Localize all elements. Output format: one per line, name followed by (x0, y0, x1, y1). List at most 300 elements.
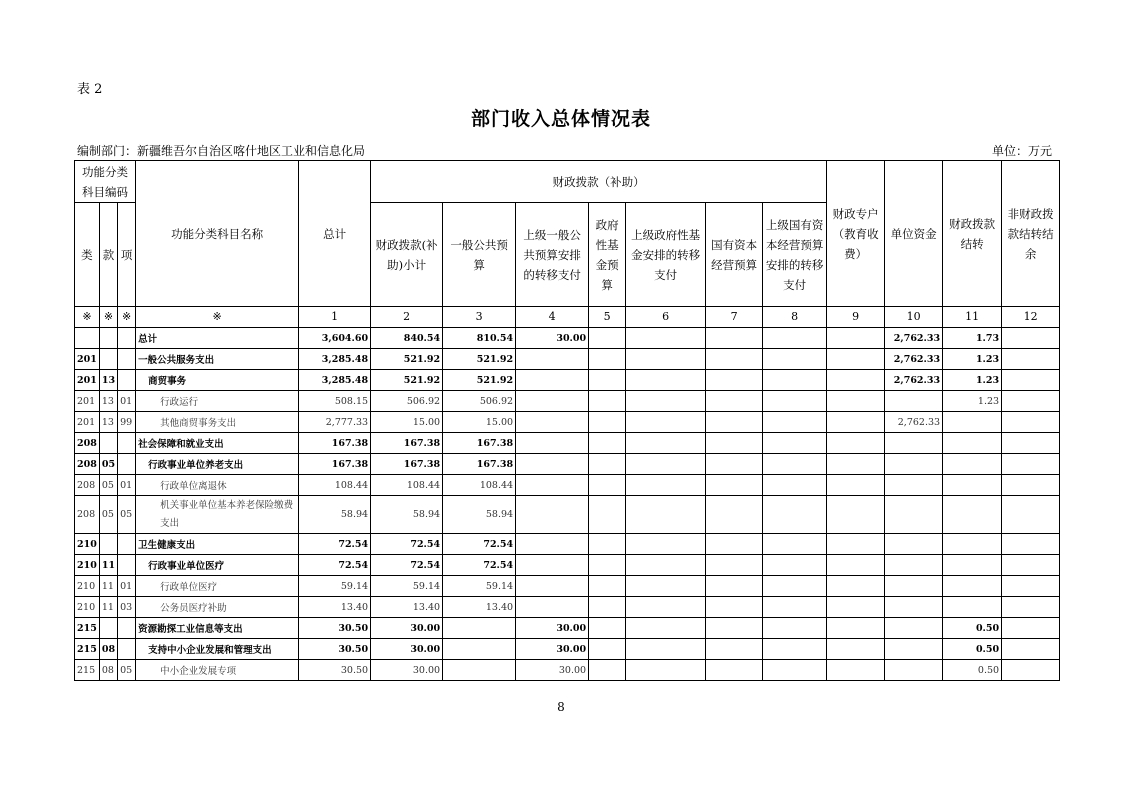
mark-cell: ※ (136, 307, 299, 328)
value-cell (516, 454, 589, 475)
department-label: 编制部门：新疆维吾尔自治区喀什地区工业和信息化局 (77, 144, 366, 158)
value-cell (516, 597, 589, 618)
value-cell (706, 496, 763, 534)
code-lei: 215 (75, 660, 100, 681)
value-cell (885, 433, 943, 454)
code-xiang: 05 (118, 496, 136, 534)
value-cell (626, 412, 706, 433)
subject-name: 机关事业单位基本养老保险缴费支出 (136, 496, 299, 534)
value-cell (763, 618, 827, 639)
value-cell (1002, 576, 1060, 597)
value-cell (516, 555, 589, 576)
subject-name: 其他商贸事务支出 (136, 412, 299, 433)
value-cell: 2,762.33 (885, 349, 943, 370)
value-cell: 59.14 (299, 576, 371, 597)
value-cell (626, 328, 706, 349)
value-cell (1002, 555, 1060, 576)
value-cell: 3,285.48 (299, 370, 371, 391)
value-cell: 30.00 (516, 618, 589, 639)
value-cell (1002, 475, 1060, 496)
value-cell (516, 412, 589, 433)
value-cell: 13.40 (299, 597, 371, 618)
value-cell (885, 555, 943, 576)
header-xiang: 项 (118, 203, 136, 307)
code-kuan: 11 (99, 576, 117, 597)
table-row (75, 496, 1060, 534)
value-cell (626, 534, 706, 555)
mark-cell: ※ (118, 307, 136, 328)
code-kuan: 08 (99, 639, 117, 660)
value-cell (885, 496, 943, 534)
value-cell (626, 349, 706, 370)
value-cell (827, 534, 885, 555)
value-cell: 72.54 (371, 534, 443, 555)
value-cell: 521.92 (443, 349, 516, 370)
value-cell: 13.40 (443, 597, 516, 618)
value-cell (885, 660, 943, 681)
value-cell (763, 349, 827, 370)
value-cell: 0.50 (943, 660, 1002, 681)
code-lei: 201 (75, 391, 100, 412)
value-cell (763, 328, 827, 349)
value-cell (827, 349, 885, 370)
value-cell (626, 433, 706, 454)
header-total: 总计 (299, 161, 371, 307)
value-cell (763, 391, 827, 412)
subject-name: 公务员医疗补助 (136, 597, 299, 618)
code-xiang (118, 618, 136, 639)
value-cell (626, 597, 706, 618)
code-xiang: 01 (118, 576, 136, 597)
value-cell (885, 639, 943, 660)
value-cell (706, 433, 763, 454)
value-cell: 15.00 (443, 412, 516, 433)
value-cell (943, 534, 1002, 555)
value-cell (1002, 433, 1060, 454)
col-number: 5 (589, 307, 626, 328)
code-xiang (118, 349, 136, 370)
value-cell (1002, 391, 1060, 412)
value-cell: 72.54 (299, 555, 371, 576)
value-cell (626, 639, 706, 660)
code-xiang (118, 328, 136, 349)
value-cell (589, 639, 626, 660)
value-cell: 30.50 (299, 660, 371, 681)
value-cell (589, 597, 626, 618)
table-row (75, 370, 1060, 391)
subject-name: 行政单位医疗 (136, 576, 299, 597)
value-cell (626, 475, 706, 496)
value-cell (589, 370, 626, 391)
value-cell (706, 534, 763, 555)
value-cell (827, 475, 885, 496)
table-row (75, 349, 1060, 370)
value-cell (589, 328, 626, 349)
value-cell (626, 391, 706, 412)
value-cell (1002, 660, 1060, 681)
value-cell (885, 576, 943, 597)
header-fiscal-group: 财政拨款（补助） (371, 161, 827, 203)
value-cell: 508.15 (299, 391, 371, 412)
table-tag: 表 2 (77, 82, 103, 97)
code-lei: 201 (75, 370, 100, 391)
value-cell (1002, 534, 1060, 555)
value-cell: 2,762.33 (885, 412, 943, 433)
code-kuan (99, 534, 117, 555)
value-cell (943, 576, 1002, 597)
code-lei: 210 (75, 555, 100, 576)
value-cell (827, 597, 885, 618)
value-cell (626, 576, 706, 597)
value-cell (943, 496, 1002, 534)
value-cell (516, 496, 589, 534)
value-cell: 15.00 (371, 412, 443, 433)
value-cell: 58.94 (443, 496, 516, 534)
value-cell (1002, 454, 1060, 475)
value-cell: 167.38 (299, 433, 371, 454)
value-cell (827, 370, 885, 391)
value-cell (589, 576, 626, 597)
code-kuan: 13 (99, 412, 117, 433)
table-row (75, 618, 1060, 639)
value-cell (516, 349, 589, 370)
value-cell: 108.44 (299, 475, 371, 496)
value-cell: 0.50 (943, 639, 1002, 660)
table-row (75, 639, 1060, 660)
code-kuan: 08 (99, 660, 117, 681)
value-cell: 72.54 (443, 534, 516, 555)
value-cell: 30.00 (516, 328, 589, 349)
code-lei: 208 (75, 496, 100, 534)
value-cell (885, 534, 943, 555)
value-cell (763, 555, 827, 576)
value-cell (827, 328, 885, 349)
code-kuan: 11 (99, 555, 117, 576)
header-fiscal-subtotal: 财政拨款(补助)小计 (371, 203, 443, 307)
subject-name: 商贸事务 (136, 370, 299, 391)
value-cell: 13.40 (371, 597, 443, 618)
value-cell (763, 475, 827, 496)
value-cell (943, 475, 1002, 496)
value-cell: 59.14 (371, 576, 443, 597)
value-cell: 30.00 (371, 618, 443, 639)
code-kuan: 13 (99, 370, 117, 391)
col-number: 12 (1002, 307, 1060, 328)
code-xiang (118, 639, 136, 660)
header-gov-fund: 政府性基金预算 (589, 203, 626, 307)
value-cell (626, 496, 706, 534)
code-lei: 201 (75, 349, 100, 370)
value-cell: 1.23 (943, 391, 1002, 412)
value-cell (443, 618, 516, 639)
code-xiang: 03 (118, 597, 136, 618)
subject-name: 卫生健康支出 (136, 534, 299, 555)
value-cell: 810.54 (443, 328, 516, 349)
unit-label: 单位：万元 (991, 144, 1052, 158)
value-cell (827, 639, 885, 660)
value-cell (827, 618, 885, 639)
header-general-budget: 一般公共预算 (443, 203, 516, 307)
code-lei: 208 (75, 433, 100, 454)
code-xiang: 99 (118, 412, 136, 433)
value-cell (589, 534, 626, 555)
code-xiang: 01 (118, 391, 136, 412)
value-cell (443, 639, 516, 660)
value-cell (763, 496, 827, 534)
header-func-code: 功能分类科目编码 (75, 161, 136, 203)
value-cell (943, 454, 1002, 475)
code-lei (75, 328, 100, 349)
value-cell: 1.73 (943, 328, 1002, 349)
value-cell (1002, 328, 1060, 349)
value-cell: 167.38 (299, 454, 371, 475)
value-cell (589, 555, 626, 576)
code-lei: 210 (75, 534, 100, 555)
table-row (75, 555, 1060, 576)
value-cell: 30.00 (516, 639, 589, 660)
value-cell (589, 618, 626, 639)
col-number: 9 (827, 307, 885, 328)
header-lei: 类 (75, 203, 100, 307)
value-cell: 840.54 (371, 328, 443, 349)
value-cell: 167.38 (371, 454, 443, 475)
value-cell (589, 349, 626, 370)
header-upper-gov-fund-transfer: 上级政府性基金安排的转移支付 (626, 203, 706, 307)
value-cell (516, 370, 589, 391)
value-cell: 30.00 (371, 660, 443, 681)
value-cell: 108.44 (443, 475, 516, 496)
value-cell (1002, 370, 1060, 391)
value-cell: 3,604.60 (299, 328, 371, 349)
col-number: 2 (371, 307, 443, 328)
code-xiang (118, 370, 136, 391)
value-cell (1002, 412, 1060, 433)
value-cell: 3,285.48 (299, 349, 371, 370)
value-cell (706, 370, 763, 391)
code-xiang (118, 555, 136, 576)
value-cell: 2,762.33 (885, 328, 943, 349)
header-kuan: 款 (99, 203, 117, 307)
value-cell (943, 555, 1002, 576)
code-xiang: 05 (118, 660, 136, 681)
value-cell: 1.23 (943, 349, 1002, 370)
value-cell (827, 576, 885, 597)
subject-name: 行政事业单位养老支出 (136, 454, 299, 475)
value-cell (1002, 496, 1060, 534)
value-cell (1002, 349, 1060, 370)
subject-name: 中小企业发展专项 (136, 660, 299, 681)
value-cell (589, 412, 626, 433)
page-title: 部门收入总体情况表 (470, 108, 651, 130)
value-cell (885, 454, 943, 475)
value-cell: 167.38 (443, 454, 516, 475)
code-lei: 215 (75, 618, 100, 639)
value-cell (1002, 618, 1060, 639)
value-cell: 0.50 (943, 618, 1002, 639)
header-func-name: 功能分类科目名称 (136, 161, 299, 307)
subject-name: 支持中小企业发展和管理支出 (136, 639, 299, 660)
col-number: 6 (626, 307, 706, 328)
value-cell (706, 555, 763, 576)
value-cell (516, 576, 589, 597)
value-cell: 167.38 (371, 433, 443, 454)
subject-name: 资源勘探工业信息等支出 (136, 618, 299, 639)
header-nonfiscal-carryover: 非财政拨款结转结余 (1002, 161, 1060, 307)
value-cell (763, 576, 827, 597)
header-unit-funds: 单位资金 (885, 161, 943, 307)
value-cell (885, 391, 943, 412)
value-cell (516, 534, 589, 555)
value-cell (885, 618, 943, 639)
value-cell: 72.54 (299, 534, 371, 555)
code-kuan (99, 328, 117, 349)
table-row (75, 433, 1060, 454)
value-cell (1002, 639, 1060, 660)
value-cell (706, 597, 763, 618)
value-cell: 521.92 (371, 370, 443, 391)
table-row (75, 660, 1060, 681)
table-row (75, 576, 1060, 597)
col-number: 7 (706, 307, 763, 328)
value-cell (763, 370, 827, 391)
value-cell (763, 412, 827, 433)
value-cell: 30.50 (299, 618, 371, 639)
col-number: 11 (943, 307, 1002, 328)
value-cell (626, 555, 706, 576)
code-kuan: 11 (99, 597, 117, 618)
code-lei: 210 (75, 597, 100, 618)
subject-name: 行政运行 (136, 391, 299, 412)
header-special-account: 财政专户（教育收费） (827, 161, 885, 307)
code-kuan: 05 (99, 475, 117, 496)
value-cell: 59.14 (443, 576, 516, 597)
value-cell (763, 660, 827, 681)
value-cell (706, 328, 763, 349)
value-cell (626, 660, 706, 681)
value-cell (763, 534, 827, 555)
code-xiang (118, 433, 136, 454)
code-kuan: 05 (99, 496, 117, 534)
value-cell: 1.23 (943, 370, 1002, 391)
header-upper-general-transfer: 上级一般公共预算安排的转移支付 (516, 203, 589, 307)
table-row (75, 475, 1060, 496)
mark-cell: ※ (75, 307, 100, 328)
value-cell (589, 660, 626, 681)
value-cell (763, 454, 827, 475)
value-cell: 521.92 (443, 370, 516, 391)
value-cell (516, 433, 589, 454)
value-cell: 30.00 (371, 639, 443, 660)
col-number: 8 (763, 307, 827, 328)
code-kuan: 13 (99, 391, 117, 412)
table-row (75, 534, 1060, 555)
col-number: 1 (299, 307, 371, 328)
code-lei: 215 (75, 639, 100, 660)
value-cell: 58.94 (371, 496, 443, 534)
value-cell: 2,762.33 (885, 370, 943, 391)
value-cell (885, 475, 943, 496)
subject-name: 社会保障和就业支出 (136, 433, 299, 454)
header-state-capital: 国有资本经营预算 (706, 203, 763, 307)
value-cell (706, 412, 763, 433)
value-cell (626, 370, 706, 391)
value-cell (589, 391, 626, 412)
code-kuan (99, 349, 117, 370)
value-cell (706, 475, 763, 496)
col-number: 10 (885, 307, 943, 328)
value-cell (706, 618, 763, 639)
value-cell (589, 454, 626, 475)
value-cell: 521.92 (371, 349, 443, 370)
code-kuan (99, 433, 117, 454)
page-number: 8 (557, 700, 565, 714)
value-cell (589, 433, 626, 454)
value-cell (706, 576, 763, 597)
header-upper-state-capital-transfer: 上级国有资本经营预算安排的转移支付 (763, 203, 827, 307)
value-cell: 108.44 (371, 475, 443, 496)
code-kuan (99, 618, 117, 639)
code-lei: 208 (75, 475, 100, 496)
code-lei: 208 (75, 454, 100, 475)
code-kuan: 05 (99, 454, 117, 475)
subject-name: 行政事业单位医疗 (136, 555, 299, 576)
value-cell (943, 412, 1002, 433)
value-cell: 30.00 (516, 660, 589, 681)
table-body (75, 328, 1060, 681)
value-cell (443, 660, 516, 681)
value-cell (589, 475, 626, 496)
value-cell (827, 391, 885, 412)
mark-cell: ※ (99, 307, 117, 328)
value-cell: 506.92 (371, 391, 443, 412)
value-cell (827, 454, 885, 475)
code-xiang: 01 (118, 475, 136, 496)
table-row (75, 391, 1060, 412)
col-number: 3 (443, 307, 516, 328)
value-cell: 58.94 (299, 496, 371, 534)
value-cell (763, 639, 827, 660)
value-cell: 72.54 (371, 555, 443, 576)
code-xiang (118, 534, 136, 555)
value-cell (827, 555, 885, 576)
subject-name: 总计 (136, 328, 299, 349)
table-row (75, 597, 1060, 618)
value-cell (943, 597, 1002, 618)
table-row (75, 412, 1060, 433)
value-cell (827, 660, 885, 681)
value-cell (516, 475, 589, 496)
value-cell (706, 454, 763, 475)
value-cell (827, 433, 885, 454)
value-cell (763, 433, 827, 454)
value-cell (706, 391, 763, 412)
value-cell (589, 496, 626, 534)
code-xiang (118, 454, 136, 475)
value-cell (1002, 597, 1060, 618)
table-row (75, 454, 1060, 475)
header-fiscal-carryover: 财政拨款结转 (943, 161, 1002, 307)
value-cell (943, 433, 1002, 454)
subject-name: 行政单位离退休 (136, 475, 299, 496)
code-lei: 210 (75, 576, 100, 597)
value-cell: 72.54 (443, 555, 516, 576)
value-cell: 167.38 (443, 433, 516, 454)
value-cell (706, 660, 763, 681)
value-cell: 2,777.33 (299, 412, 371, 433)
value-cell (706, 349, 763, 370)
income-table (74, 160, 1060, 681)
table-row (75, 328, 1060, 349)
